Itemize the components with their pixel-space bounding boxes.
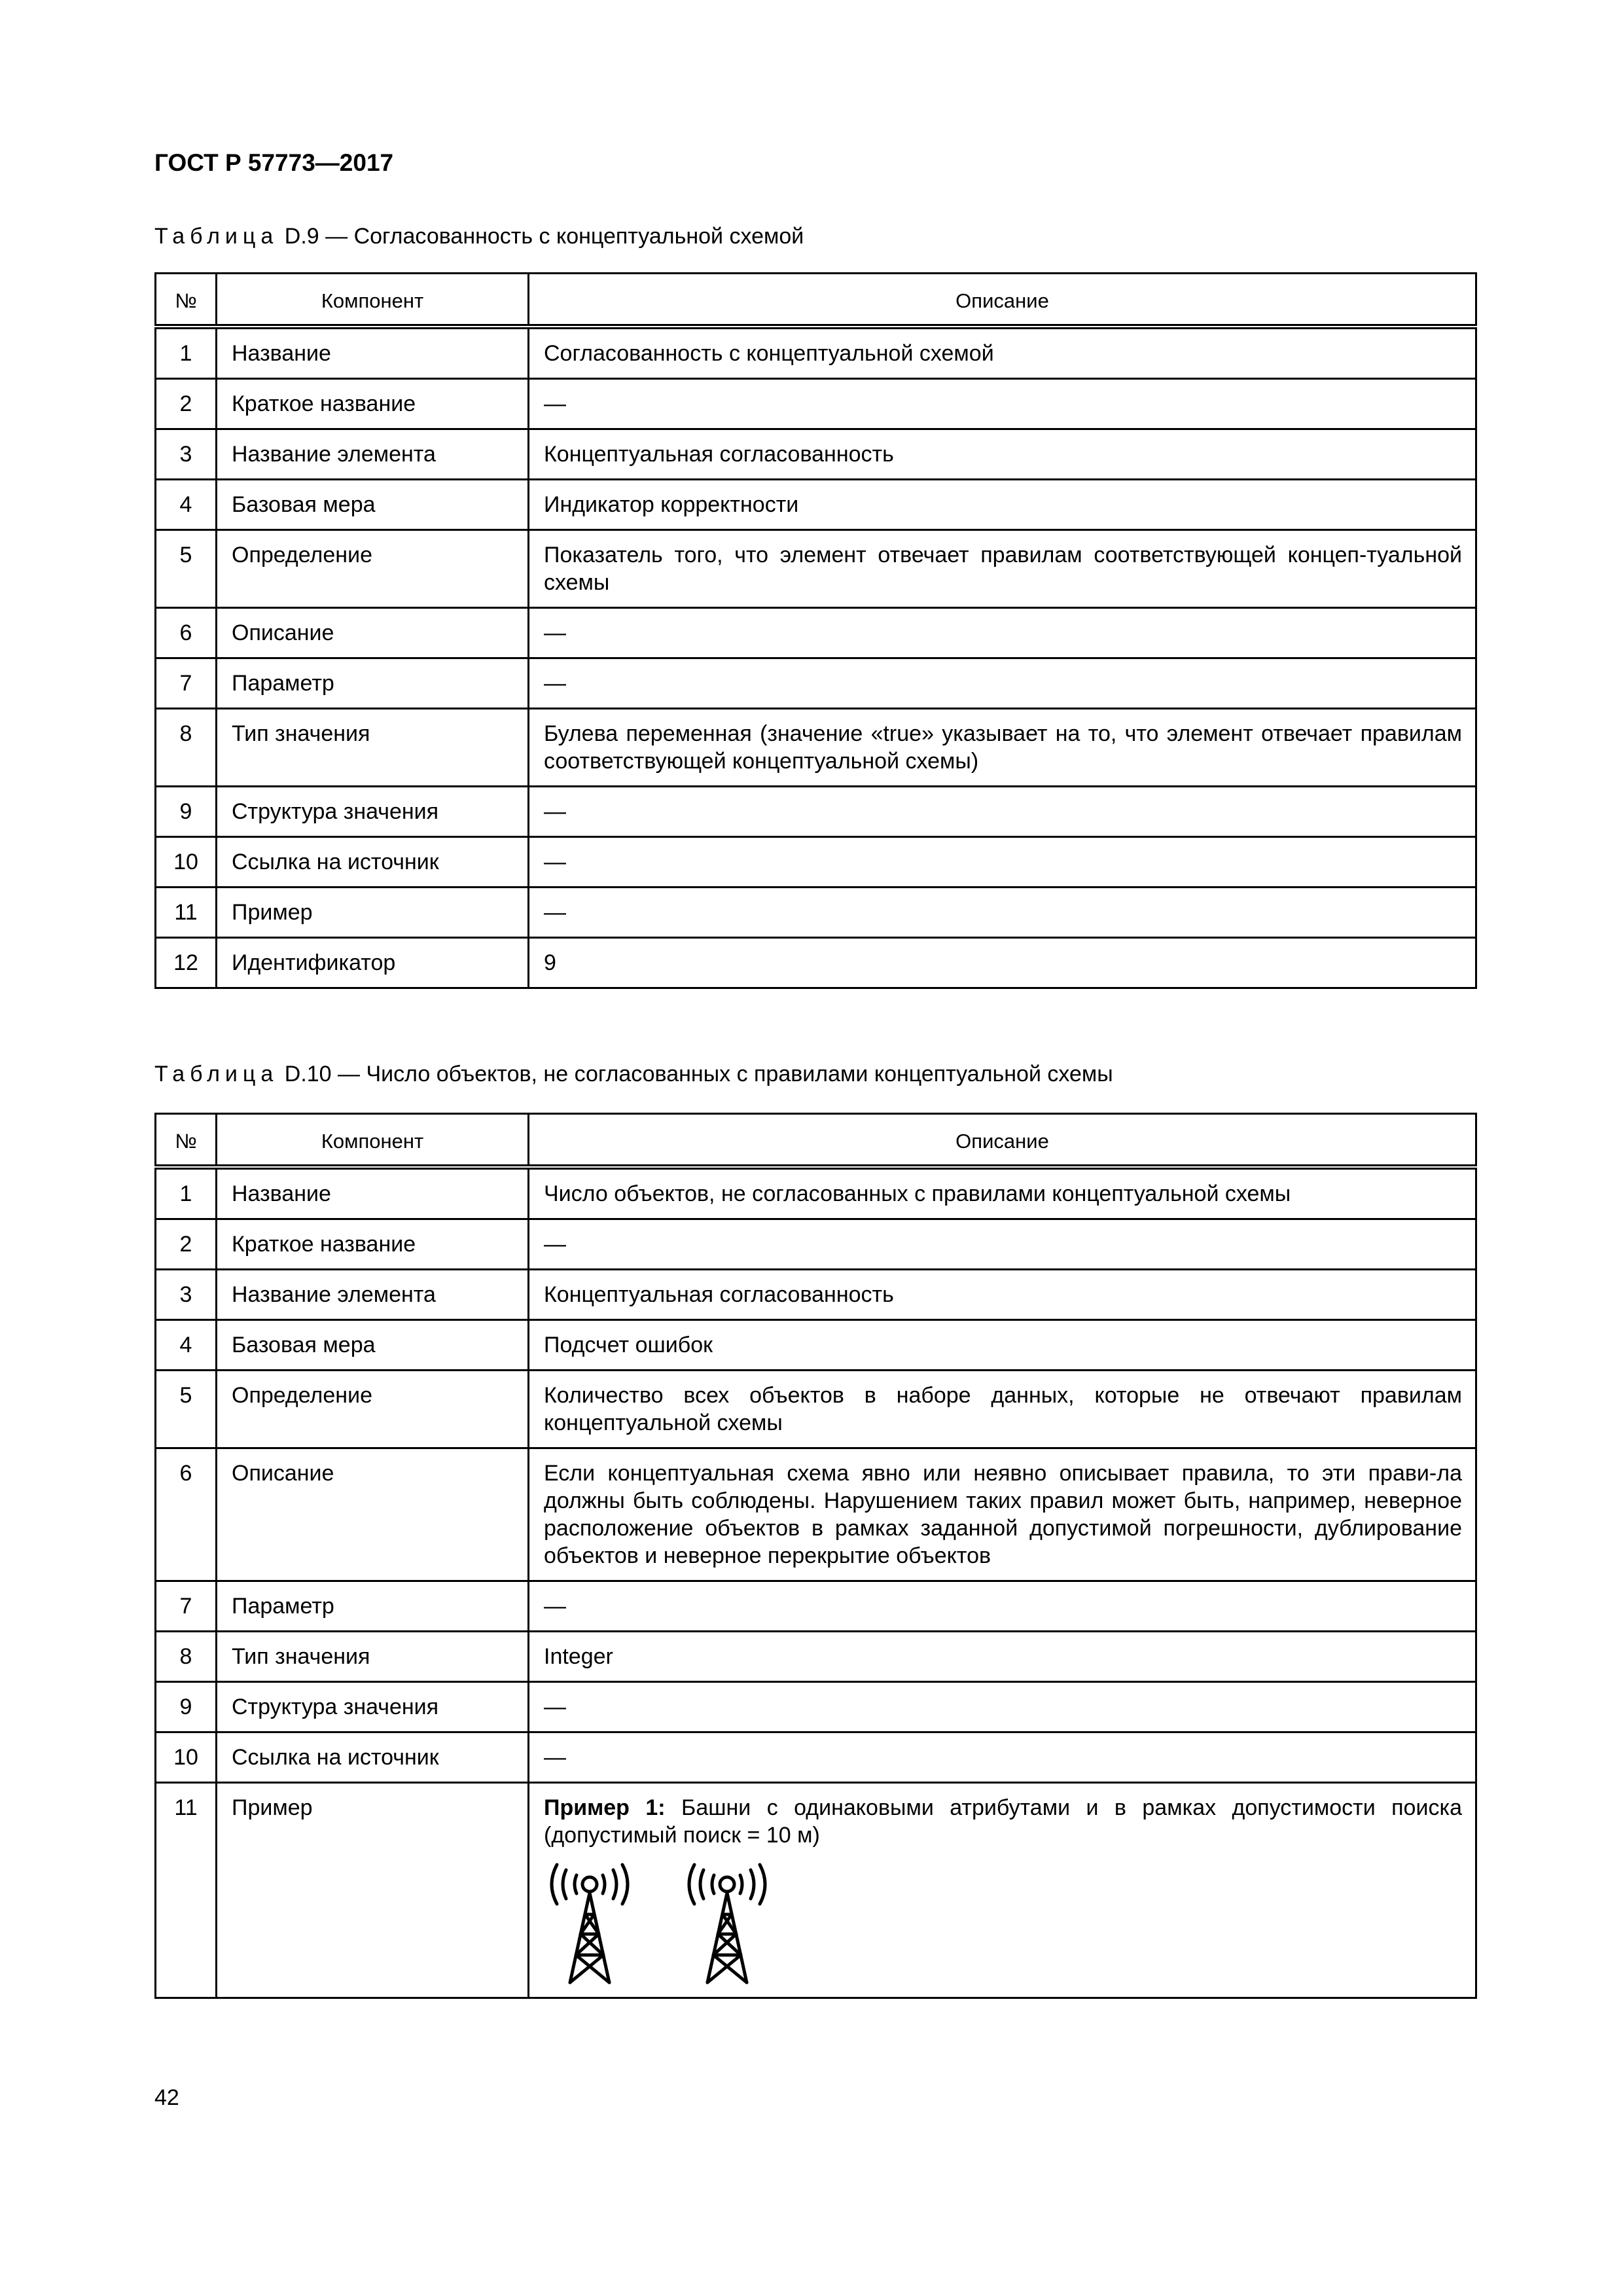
row-description: — (529, 608, 1476, 658)
header-component: Компонент (217, 274, 529, 327)
row-num: 6 (156, 608, 217, 658)
row-description: Концептуальная согласованность (529, 1270, 1476, 1320)
row-num: 10 (156, 837, 217, 888)
header-num: № (156, 274, 217, 327)
row-component: Структура значения (217, 1682, 529, 1732)
row-description: — (529, 1581, 1476, 1632)
row-component: Структура значения (217, 787, 529, 837)
row-num: 7 (156, 1581, 217, 1632)
row-component: Описание (217, 608, 529, 658)
table-caption-d9 (154, 224, 804, 249)
header-component: Компонент (217, 1114, 529, 1168)
table-row (156, 787, 1476, 837)
row-description: — (529, 379, 1476, 429)
table-row (156, 480, 1476, 530)
table-row (156, 530, 1476, 608)
page-number: 42 (154, 2085, 179, 2110)
row-component: Описание (217, 1448, 529, 1581)
table-row (156, 709, 1476, 787)
row-description: — (529, 1682, 1476, 1732)
row-num: 8 (156, 709, 217, 787)
row-num: 5 (156, 1371, 217, 1448)
row-description: Индикатор корректности (529, 480, 1476, 530)
table-row-example (156, 1783, 1476, 1998)
row-component: Название (217, 327, 529, 379)
example-text: Башни с одинаковыми атрибутами и в рамках допустимости поиска (допустимый поиск = 10 м) (544, 1795, 1462, 1848)
table-row (156, 608, 1476, 658)
row-num: 10 (156, 1732, 217, 1783)
row-component: Пример (217, 888, 529, 938)
row-num: 7 (156, 658, 217, 709)
header-description: Описание (529, 1114, 1476, 1168)
row-component: Название (217, 1167, 529, 1219)
table-row (156, 1732, 1476, 1783)
table-row (156, 1270, 1476, 1320)
row-description: Число объектов, не согласованных с правилами концептуальной схемы (529, 1167, 1476, 1219)
radio-tower-icon (689, 1865, 765, 1982)
row-component: Пример (217, 1783, 529, 1998)
row-component: Название элемента (217, 429, 529, 480)
row-num: 12 (156, 938, 217, 988)
table-row (156, 658, 1476, 709)
row-component: Ссылка на источник (217, 837, 529, 888)
row-num: 1 (156, 1167, 217, 1219)
header-description: Описание (529, 274, 1476, 327)
row-num: 9 (156, 787, 217, 837)
row-description: — (529, 1732, 1476, 1783)
table-row (156, 379, 1476, 429)
example-label: Пример 1: (544, 1795, 666, 1820)
row-num: 3 (156, 429, 217, 480)
table-d10 (154, 1113, 1477, 1999)
document-code: ГОСТ Р 57773—2017 (154, 149, 394, 176)
row-description (529, 1783, 1476, 1998)
row-num: 4 (156, 1320, 217, 1371)
row-num: 9 (156, 1682, 217, 1732)
row-description: Показатель того, что элемент отвечает правилам соответствующей концеп-туальной схемы (529, 530, 1476, 608)
row-description: — (529, 888, 1476, 938)
table-row (156, 1371, 1476, 1448)
row-num: 11 (156, 1783, 217, 1998)
row-component: Базовая мера (217, 1320, 529, 1371)
row-component: Тип значения (217, 1632, 529, 1682)
row-num: 8 (156, 1632, 217, 1682)
row-component: Краткое название (217, 1219, 529, 1270)
row-num: 2 (156, 379, 217, 429)
table-row (156, 1219, 1476, 1270)
row-component: Название элемента (217, 1270, 529, 1320)
table-row (156, 888, 1476, 938)
row-component: Тип значения (217, 709, 529, 787)
caption-prefix: Таблица (154, 224, 279, 249)
row-description: Булева переменная (значение «true» указывает на то, что элемент отвечает правилам соответствующей концептуальной схемы) (529, 709, 1476, 787)
row-description: — (529, 787, 1476, 837)
row-num: 4 (156, 480, 217, 530)
row-component: Ссылка на источник (217, 1732, 529, 1783)
table-row (156, 1320, 1476, 1371)
radio-tower-icon (552, 1865, 628, 1982)
header-num: № (156, 1114, 217, 1168)
row-num: 3 (156, 1270, 217, 1320)
table-d9 (154, 272, 1477, 989)
row-description: Integer (529, 1632, 1476, 1682)
table-header-row (156, 1114, 1476, 1168)
row-component: Идентификатор (217, 938, 529, 988)
table-row (156, 1448, 1476, 1581)
table-row (156, 1682, 1476, 1732)
row-description: Количество всех объектов в наборе данных, которые не отвечают правилам концептуальной схемы (529, 1371, 1476, 1448)
row-component: Параметр (217, 1581, 529, 1632)
row-description: — (529, 658, 1476, 709)
row-num: 5 (156, 530, 217, 608)
caption-prefix: Таблица (154, 1062, 279, 1086)
row-description: Согласованность с концептуальной схемой (529, 327, 1476, 379)
row-description: — (529, 837, 1476, 888)
row-component: Базовая мера (217, 480, 529, 530)
table-row (156, 1632, 1476, 1682)
table-row (156, 837, 1476, 888)
table-row (156, 327, 1476, 379)
row-description: — (529, 1219, 1476, 1270)
caption-text: D.9 — Согласованность с концептуальной схемой (284, 224, 804, 249)
row-component: Краткое название (217, 379, 529, 429)
towers-illustration (544, 1857, 799, 1988)
table-row (156, 938, 1476, 988)
row-component: Определение (217, 530, 529, 608)
row-description: Концептуальная согласованность (529, 429, 1476, 480)
row-component: Определение (217, 1371, 529, 1448)
table-caption-d10 (154, 1062, 1113, 1087)
row-num: 1 (156, 327, 217, 379)
table-row (156, 1167, 1476, 1219)
caption-text: D.10 — Число объектов, не согласованных с правилами концептуальной схемы (284, 1062, 1113, 1086)
row-num: 11 (156, 888, 217, 938)
row-description: Подсчет ошибок (529, 1320, 1476, 1371)
table-row (156, 429, 1476, 480)
table-header-row (156, 274, 1476, 327)
row-num: 2 (156, 1219, 217, 1270)
table-row (156, 1581, 1476, 1632)
row-component: Параметр (217, 658, 529, 709)
row-num: 6 (156, 1448, 217, 1581)
row-description: Если концептуальная схема явно или неявно описывает правила, то эти прави-ла должны быть соблюдены. Нарушением таких правил может быть, например, неверное расположение объектов в рамках заданной допустимой погрешности, дублирование объектов и неверное перекрытие объектов (529, 1448, 1476, 1581)
row-description: 9 (529, 938, 1476, 988)
